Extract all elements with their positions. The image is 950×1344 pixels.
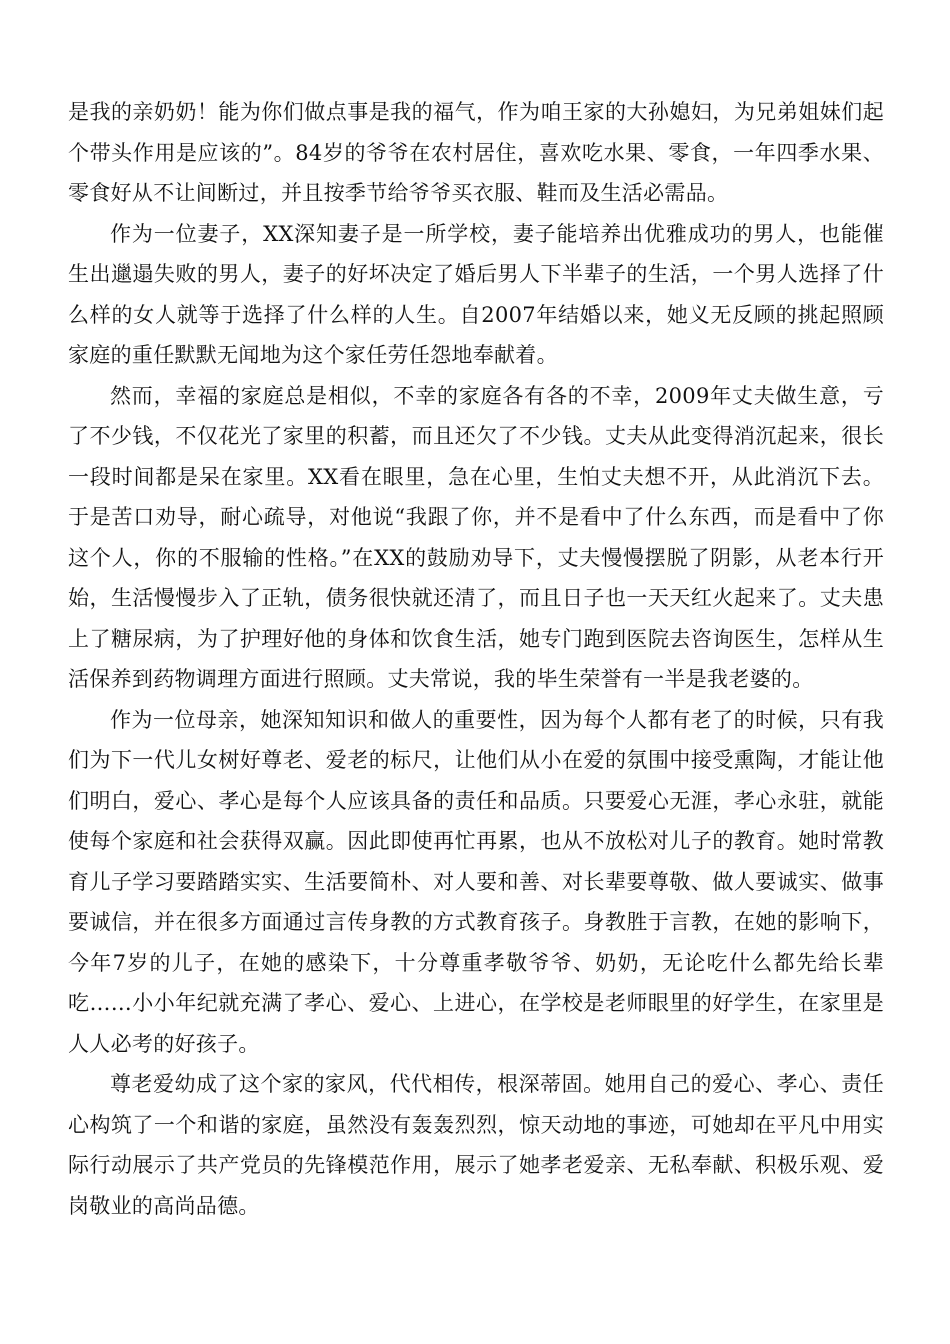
paragraph-3: 然而，幸福的家庭总是相似，不幸的家庭各有各的不幸，2009年丈夫做生意，亏了不少钱，不仅花光了家里的积蓄，而且还欠了不少钱。丈夫从此变得消沉起来，很长一段时间都是呆在家里。XX看在眼里，急在心里，生怕丈夫想不开，从此消沉下去。于是苦口劝导，耐心疏导，对他说“我跟了你，并不是看中了什么东西，而是看中了你这个人，你的不服输的性格。”在XX的鼓励劝导下，丈夫慢慢摆脱了阴影，从老本行开始，生活慢慢步入了正轨，债务很快就还清了，而且日子也一天天红火起来了。丈夫患上了糖尿病，为了护理好他的身体和饮食生活，她专门跑到医院去咨询医生，怎样从生活保养到药物调理方面进行照顾。丈夫常说，我的毕生荣誉有一半是我老婆的。 <box>68 383 884 691</box>
paragraph-1: 是我的亲奶奶！能为你们做点事是我的福气，作为咱王家的大孙媳妇，为兄弟姐妹们起个带头作用是应该的”。84岁的爷爷在农村居住，喜欢吃水果、零食，一年四季水果、零食好从不让间断过，并且按季节给爷爷买衣服、鞋而及生活必需品。 <box>68 100 884 205</box>
paragraph-2: 作为一位妻子，XX深知妻子是一所学校，妻子能培养出优雅成功的男人，也能催生出邋遢失败的男人，妻子的好坏决定了婚后男人下半辈子的生活，一个男人选择了什么样的女人就等于选择了什么样的人生。自2007年结婚以来，她义无反顾的挑起照顾家庭的重任默默无闻地为这个家任劳任怨地奉献着。 <box>68 221 884 367</box>
paragraph-5: 尊老爱幼成了这个家的家风，代代相传，根深蒂固。她用自己的爱心、孝心、责任心构筑了一个和谐的家庭，虽然没有轰轰烈烈，惊天动地的事迹，可她却在平凡中用实际行动展示了共产党员的先锋模范作用，展示了她孝老爱亲、无私奉献、积极乐观、爱岗敬业的高尚品德。 <box>68 1072 884 1218</box>
paragraph-4: 作为一位母亲，她深知知识和做人的重要性，因为每个人都有老了的时候，只有我们为下一代儿女树好尊老、爱老的标尺，让他们从小在爱的氛围中接受熏陶，才能让他们明白，爱心、孝心是每个人应该具备的责任和品质。只要爱心无涯，孝心永驻，就能使每个家庭和社会获得双赢。因此即使再忙再累，也从不放松对儿子的教育。她时常教育儿子学习要踏踏实实、生活要简朴、对人要和善、对长辈要尊敬、做人要诚实、做事要诚信，并在很多方面通过言传身教的方式教育孩子。身教胜于言教，在她的影响下，今年7岁的儿子，在她的感染下，十分尊重孝敬爷爷、奶奶，无论吃什么都先给长辈吃……小小年纪就充满了孝心、爱心、上进心，在学校是老师眼里的好学生，在家里是人人必考的好孩子。 <box>68 707 884 1056</box>
document-page <box>68 92 884 1226</box>
